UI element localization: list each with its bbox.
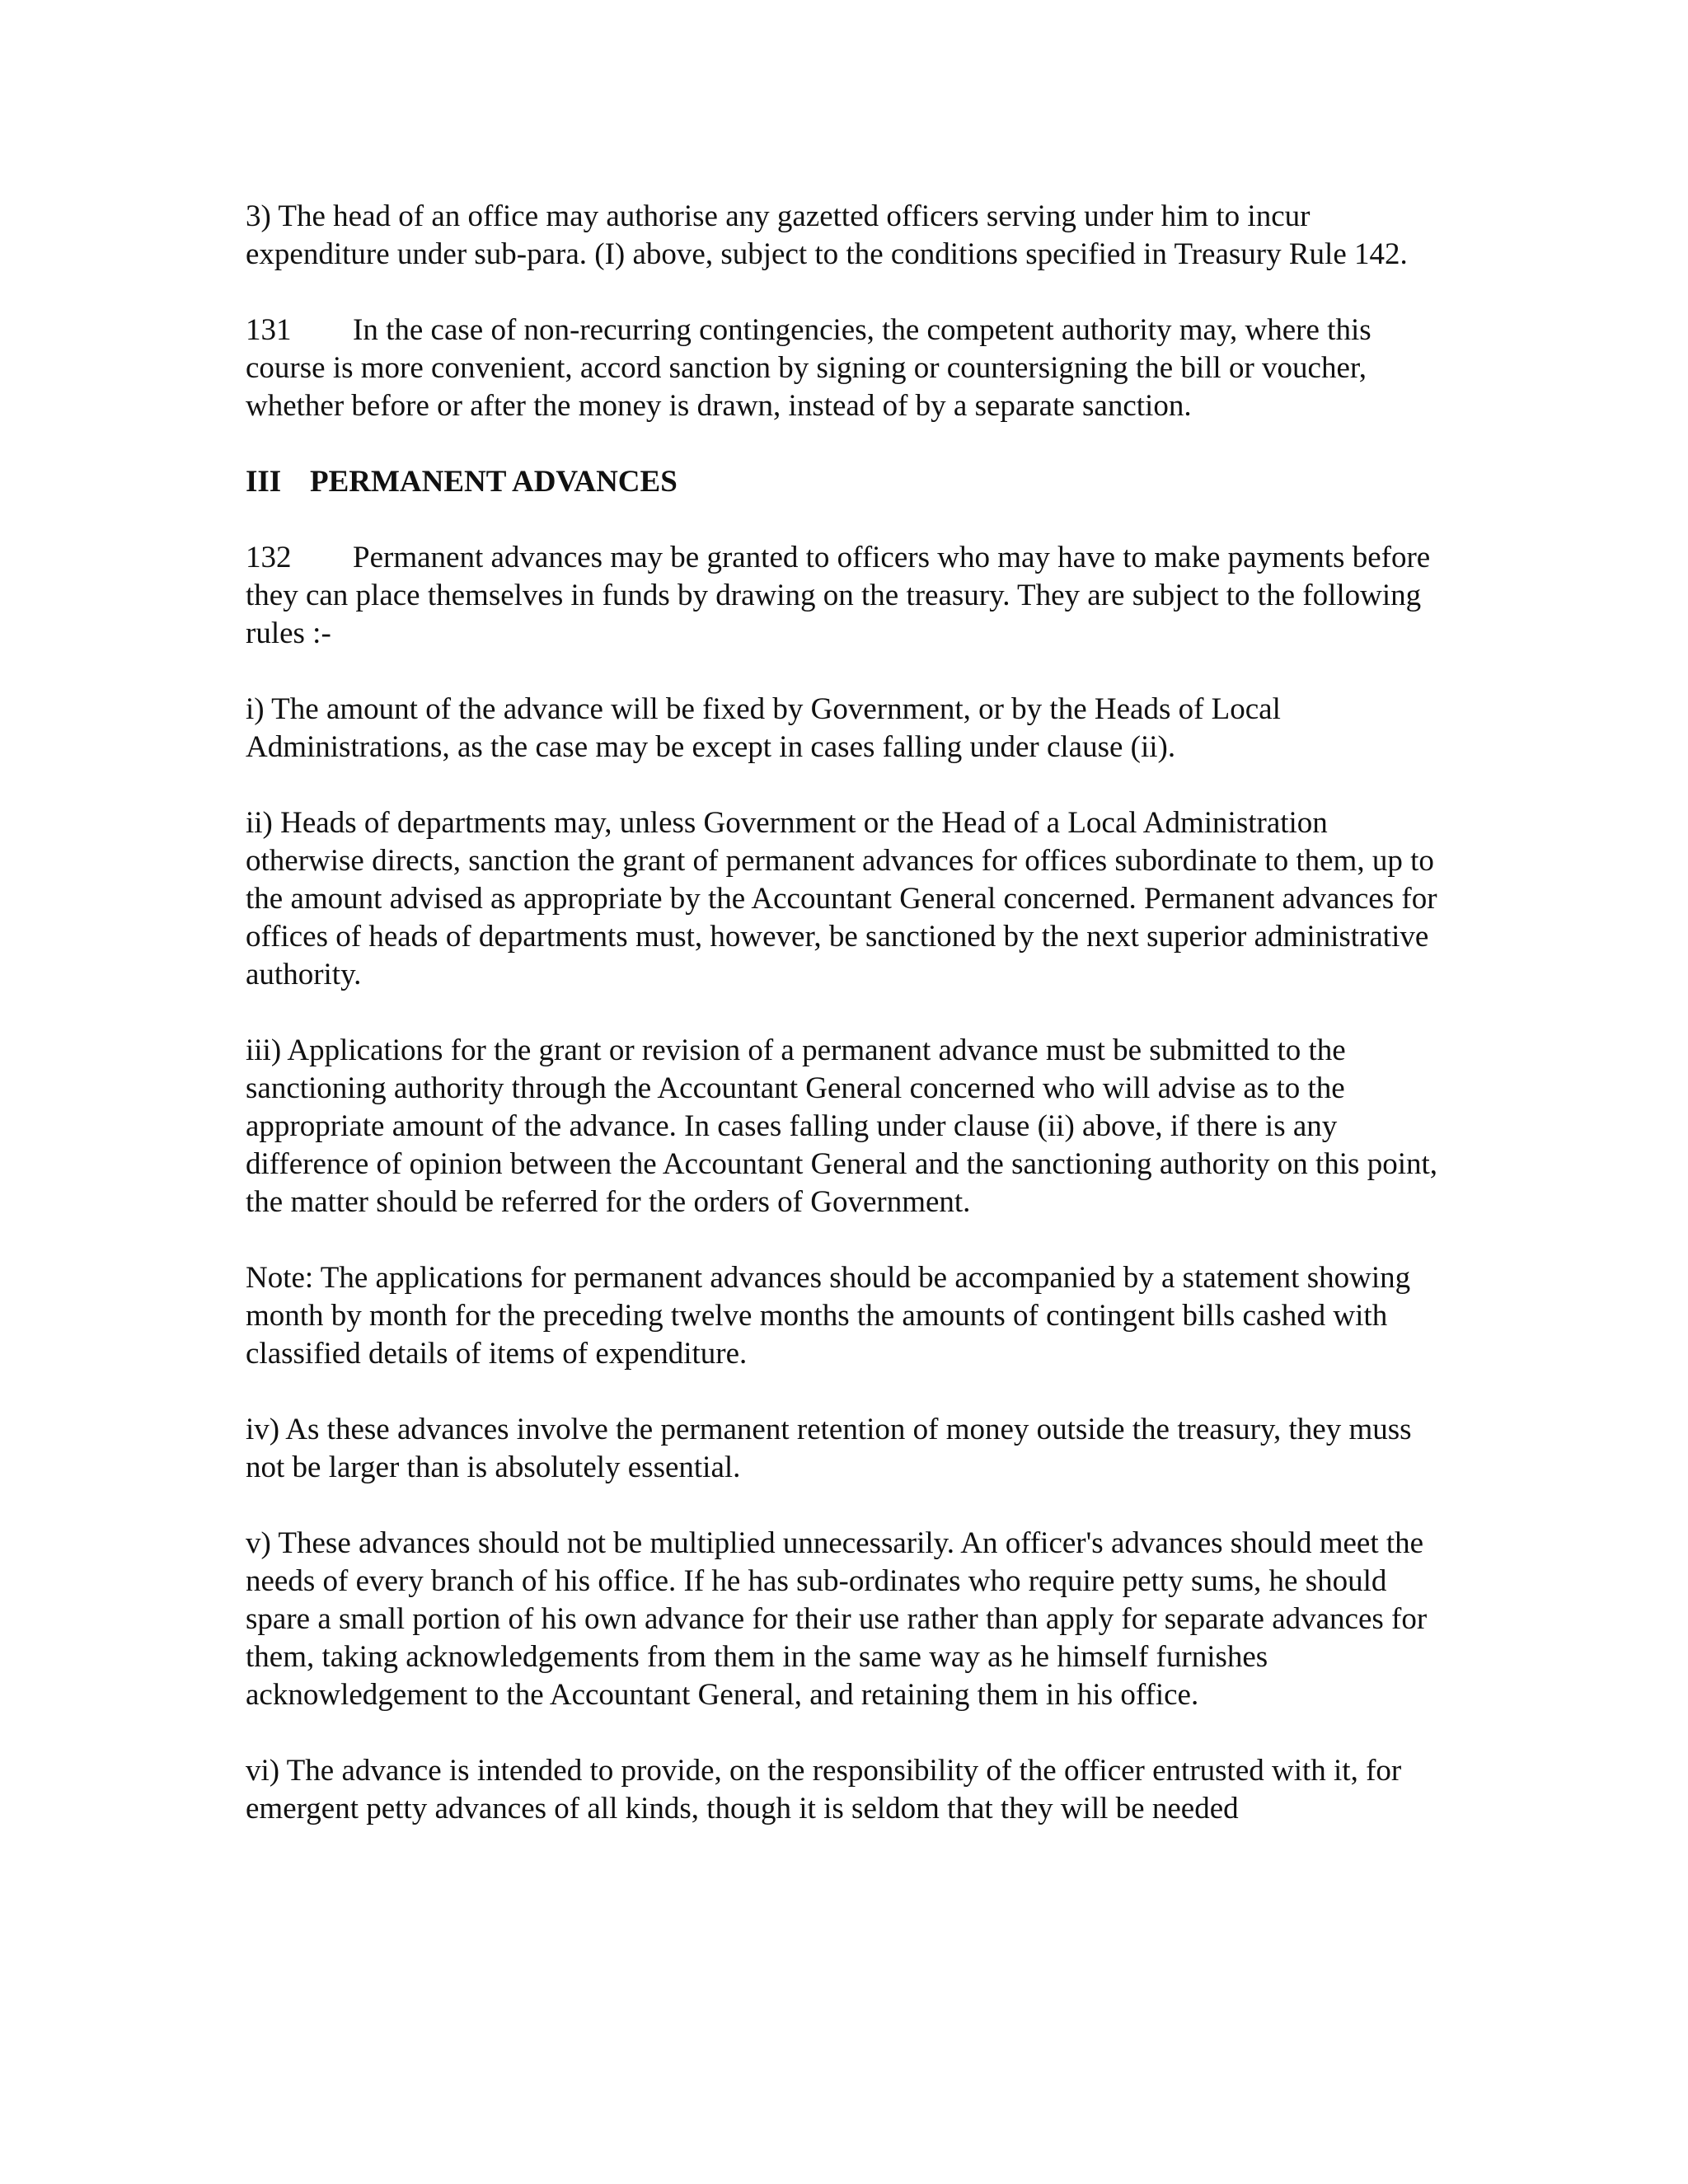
document-body [246, 198, 1441, 1866]
paragraph-text: Permanent advances may be granted to officers who may have to make payments before they can place themselves in funds by drawing on the treasury. They are subject to the following rules :- [246, 541, 1431, 650]
rule-ii: ii) Heads of departments may, unless Government or the Head of a Local Administration otherwise directs, sanction the grant of permanent advances for offices subordinate to them, up to the amount advised as appropriate by the Accountant General concerned. Permanent advances for offices of heads of departments must, however, be sanctioned by the next superior administrative authority. [246, 806, 1437, 991]
rule-i: i) The amount of the advance will be fixed by Government, or by the Heads of Local Administrations, as the case may be except in cases falling under clause (ii). [246, 692, 1281, 764]
paragraph-text: In the case of non-recurring contingencies, the competent authority may, where this course is more convenient, accord sanction by signing or countersigning the bill or voucher, whether before or after the money is drawn, instead of by a separate sanction. [246, 313, 1372, 423]
rule-iii: iii) Applications for the grant or revision of a permanent advance must be submitted to the sanctioning authority through the Accountant General concerned who will advise as to the appropriate amount of the advance. In cases falling under clause (ii) above, if there is any difference of opinion between the Accountant General and the sanctioning authority on this point, the matter should be referred for the orders of Government. [246, 1033, 1438, 1219]
paragraph-number: 132 [246, 541, 292, 574]
section-heading [246, 463, 1441, 501]
paragraph-number: 131 [246, 313, 292, 347]
rule-v: v) These advances should not be multiplied unnecessarily. An officer's advances should meet the needs of every branch of his office. If he has sub-ordinates who require petty sums, he should spare a small portion of his own advance for their use rather than apply for separate advances for them, taking acknowledgements from them in the same way as he himself furnishes acknowledgement to the Accountant General, and retaining them in his office. [246, 1526, 1428, 1712]
rule-vi: vi) The advance is intended to provide, on the responsibility of the officer entrusted with it, for emergent petty advances of all kinds, though it is seldom that they will be needed [246, 1754, 1402, 1825]
paragraph-3: 3) The head of an office may authorise any gazetted officers serving under him to incur expenditure under sub-para. (I) above, subject to the conditions specified in Treasury Rule 142. [246, 199, 1408, 271]
rule-iv: iv) As these advances involve the permanent retention of money outside the treasury, they muss not be larger than is absolutely essential. [246, 1413, 1412, 1484]
note: Note: The applications for permanent advances should be accompanied by a statement showing month by month for the preceding twelve months the amounts of contingent bills cashed with classified details of items of expenditure. [246, 1261, 1411, 1371]
section-title: PERMANENT ADVANCES [310, 465, 678, 499]
section-numeral: III [246, 465, 282, 499]
paragraph-132 [246, 539, 1441, 653]
paragraph-131 [246, 312, 1441, 425]
